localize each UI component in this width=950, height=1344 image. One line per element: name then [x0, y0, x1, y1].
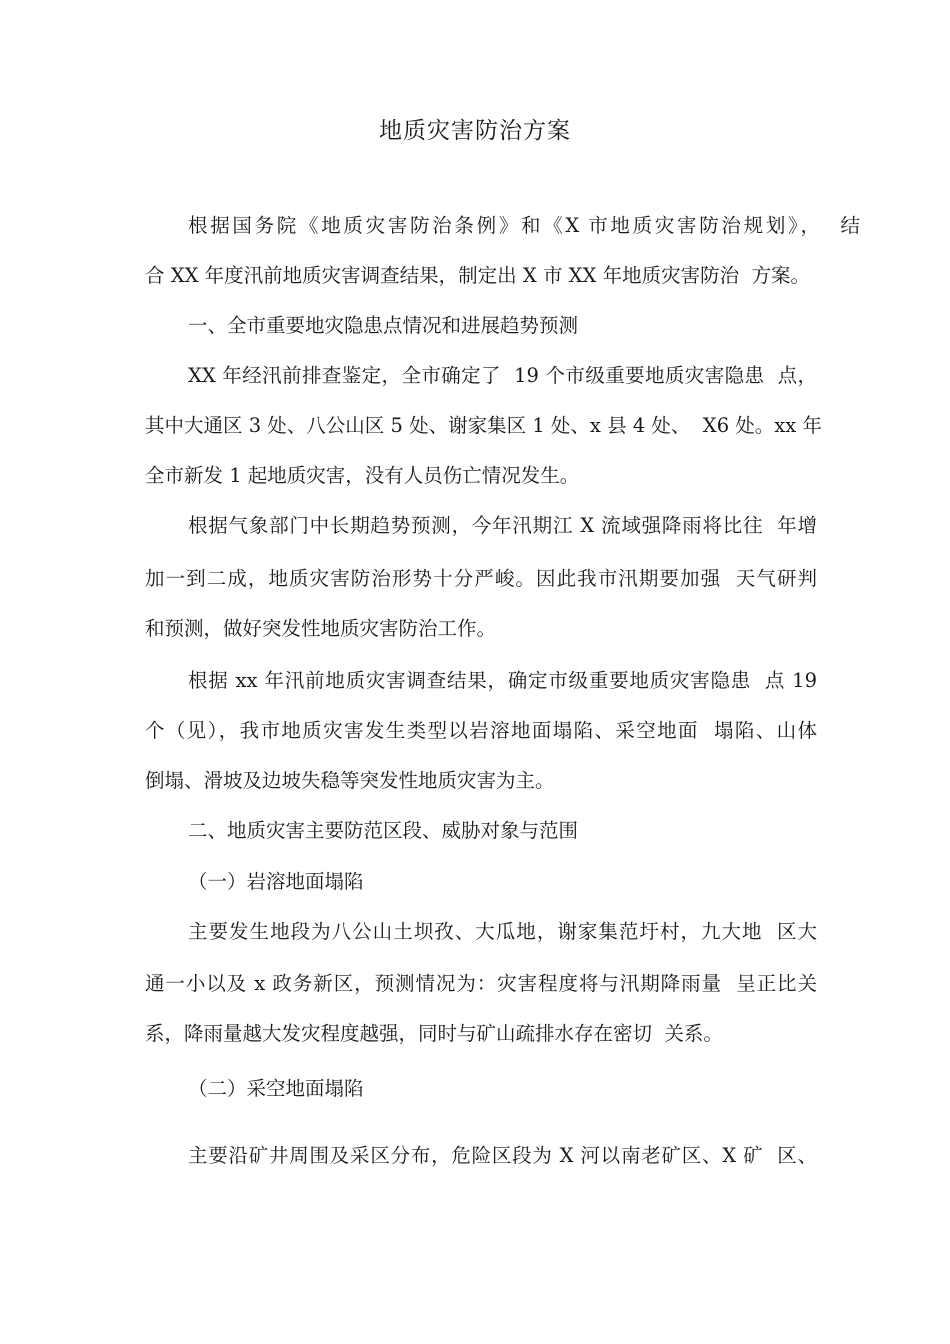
paragraph-line: 倒塌、滑坡及边坡失稳等突发性地质灾害为主。 [145, 769, 555, 792]
paragraph-line: 根据 xx 年汛前地质灾害调查结果，确定市级重要地质灾害隐患 点 19 [188, 669, 817, 692]
paragraph-line: 加一到二成，地质灾害防治形势十分严峻。因此我市汛期要加强 天气研判 [145, 567, 817, 590]
paragraph-line: 和预测，做好突发性地质灾害防治工作。 [145, 617, 497, 640]
paragraph-line: XX 年经汛前排查鉴定，全市确定了 19 个市级重要地质灾害隐患 点， [188, 364, 817, 387]
paragraph-line: 系，降雨量越大发灾程度越强，同时与矿山疏排水存在密切 关系。 [145, 1022, 723, 1045]
paragraph-line: 合 XX 年度汛前地质灾害调查结果，制定出 X 市 XX 年地质灾害防治 方案。 [145, 264, 810, 287]
paragraph-line: 主要沿矿井周围及采区分布，危险区段为 X 河以南老矿区、X 矿 区、 [188, 1144, 817, 1167]
document-title: 地质灾害防治方案 [379, 118, 571, 144]
paragraph-line: 其中大通区 3 处、八公山区 5 处、谢家集区 1 处、x 县 4 处、 X6 处。xx 年 [145, 414, 822, 437]
subsection-heading: （一）岩溶地面塌陷 [188, 870, 364, 893]
paragraph-line: 通一小以及 x 政务新区，预测情况为：灾害程度将与汛期降雨量 呈正比关 [145, 972, 817, 995]
paragraph-line: 主要发生地段为八公山土坝孜、大瓜地，谢家集范圩村，九大地 区大 [188, 920, 817, 943]
section-heading: 一、全市重要地灾隐患点情况和进展趋势预测 [188, 314, 579, 337]
paragraph-line: 根据国务院《地质灾害防治条例》和《X 市地质灾害防治规划》， 结 [188, 214, 860, 237]
subsection-heading: （二）采空地面塌陷 [188, 1077, 364, 1100]
paragraph-line: 个（见），我市地质灾害发生类型以岩溶地面塌陷、采空地面 塌陷、山体 [145, 719, 817, 742]
paragraph-line: 根据气象部门中长期趋势预测，今年汛期江 X 流域强降雨将比往 年增 [188, 514, 817, 537]
section-heading: 二、地质灾害主要防范区段、威胁对象与范围 [188, 819, 579, 842]
paragraph-line: 全市新发 1 起地质灾害，没有人员伤亡情况发生。 [145, 464, 580, 487]
